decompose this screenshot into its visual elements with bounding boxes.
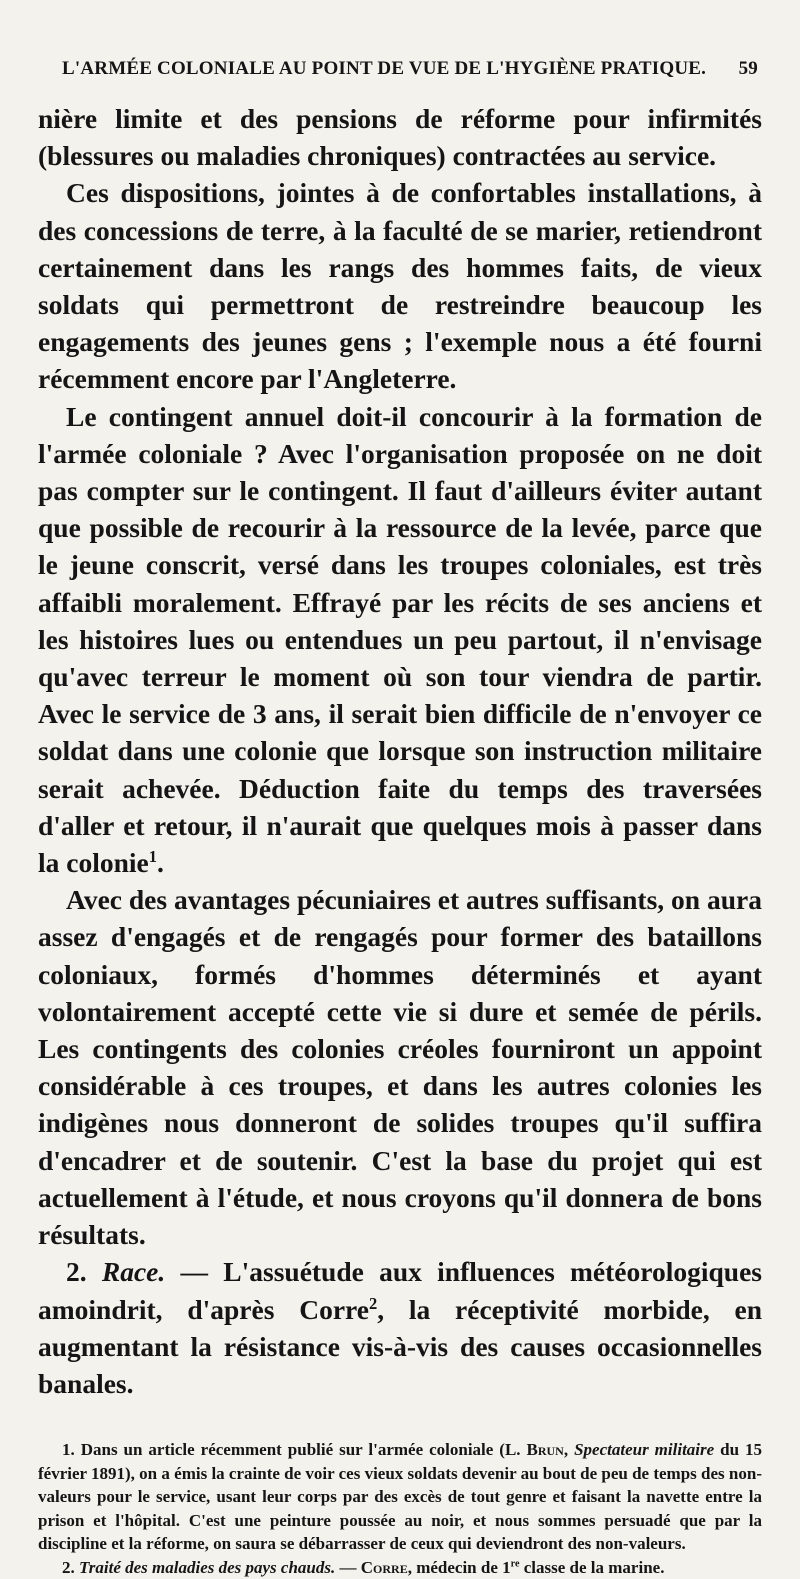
footnote-2 bbox=[38, 1556, 762, 1579]
paragraph-advantages: Avec des avantages pécuniaires et autres suffisants, on aura assez d'engagés et de rengagés pour former des bataillons coloniaux, formés d'hommes déterminés et ayant volontairement accepté cette vie si dure et semée de périls. Les contingents des colonies créoles fourniront un appoint considérable à ces troupes, et dans les autres colonies les indigènes nous donneront de solides troupes qu'il suffira d'encadrer et de soutenir. C'est la base du projet qui est actuellement à l'étude, et nous croyons qu'il donnera de bons résultats. bbox=[38, 884, 762, 1251]
footnote-2-text-b: , médecin de 1 bbox=[407, 1557, 511, 1577]
footnote-2-superscript: re bbox=[510, 1557, 520, 1569]
footnote-2-text-c: classe de la marine. bbox=[519, 1557, 665, 1577]
paragraph-contingent-end: . bbox=[157, 847, 164, 879]
footnote-ref-2: 2 bbox=[368, 1293, 378, 1313]
footnote-1-text-c: du 15 février 1891), on a émis la crainte de voir ces vieux soldats devenir au bout de peu de temps des non-valeurs pour le service, usant leur corps par des excès de tout genre et faisant la navette entre la prison et l'hôpital. C'est une peinture poussée au noir, et nous sommes persuadé que par la discipline et la réforme, on saura se débarrasser de ceux qui deviendront des non-valeurs. bbox=[38, 1440, 763, 1554]
footnotes bbox=[38, 1438, 762, 1579]
footnote-1-number: 1. bbox=[62, 1440, 75, 1460]
section-text-b: , la réceptivité morbide, en augmentant la résistance vis-à-vis des causes occasionnelles banales. bbox=[38, 1293, 762, 1399]
section-title: Race. bbox=[101, 1256, 166, 1288]
page-number: 59 bbox=[738, 58, 758, 79]
paragraph-contingent-text: Le contingent annuel doit-il concourir à la formation de l'armée coloniale ? Avec l'organisation proposée on ne doit pas compter sur le contingent. Il faut d'ailleurs éviter autant que possible de recourir à la ressource de la levée, parce que le jeune conscrit, versé dans les troupes coloniales, est très affaibli moralement. Effrayé par les récits de ses anciens et les histoires lues ou entendues un peu partout, il n'envisage qu'avec terreur le moment où son tour viendra de partir. Avec le service de 3 ans, il serait bien difficile de n'envoyer ce soldat dans une colonie que lorsque son instruction militaire serait achevée. Déduction faite du temps des traversées d'aller et retour, il n'aurait que quelques mois à passer dans la colonie bbox=[38, 400, 762, 879]
footnote-1-text-a: Dans un article récemment publié sur l'armée coloniale (L. bbox=[80, 1440, 527, 1460]
footnote-1-sep: , bbox=[563, 1440, 575, 1460]
section-race bbox=[38, 1253, 762, 1402]
footnote-1-author: Brun bbox=[526, 1440, 564, 1460]
section-number: 2. bbox=[66, 1256, 87, 1288]
footnote-2-dash: — bbox=[335, 1557, 361, 1577]
footnote-ref-1: 1 bbox=[148, 846, 158, 866]
footnote-2-number: 2. bbox=[62, 1557, 75, 1577]
paragraph-continuation: nière limite et des pensions de réforme pour infirmités (blessures ou maladies chroniques) contractées au service. bbox=[38, 103, 762, 172]
body-text bbox=[38, 100, 762, 1402]
running-header bbox=[38, 58, 762, 80]
section-text-a: — L'assuétude aux influences météorologiques amoindrit, d'après Corre bbox=[38, 1256, 762, 1325]
footnote-1 bbox=[38, 1438, 762, 1556]
running-title: L'ARMÉE COLONIALE AU POINT DE VUE DE L'HYGIÈNE PRATIQUE. bbox=[62, 58, 707, 79]
footnote-1-journal: Spectateur militaire bbox=[574, 1440, 715, 1460]
paragraph-contingent bbox=[38, 398, 762, 882]
footnote-2-title: Traité des maladies des pays chauds. bbox=[79, 1557, 336, 1577]
footnote-2-author: Corre bbox=[360, 1557, 408, 1577]
paragraph-dispositions: Ces dispositions, jointes à de confortables installations, à des concessions de terre, à la faculté de se marier, retiendront certainement dans les rangs des hommes faits, de vieux soldats qui permettront de restreindre beaucoup les engagements des jeunes gens ; l'exemple nous a été fourni récemment encore par l'Angleterre. bbox=[38, 177, 762, 395]
